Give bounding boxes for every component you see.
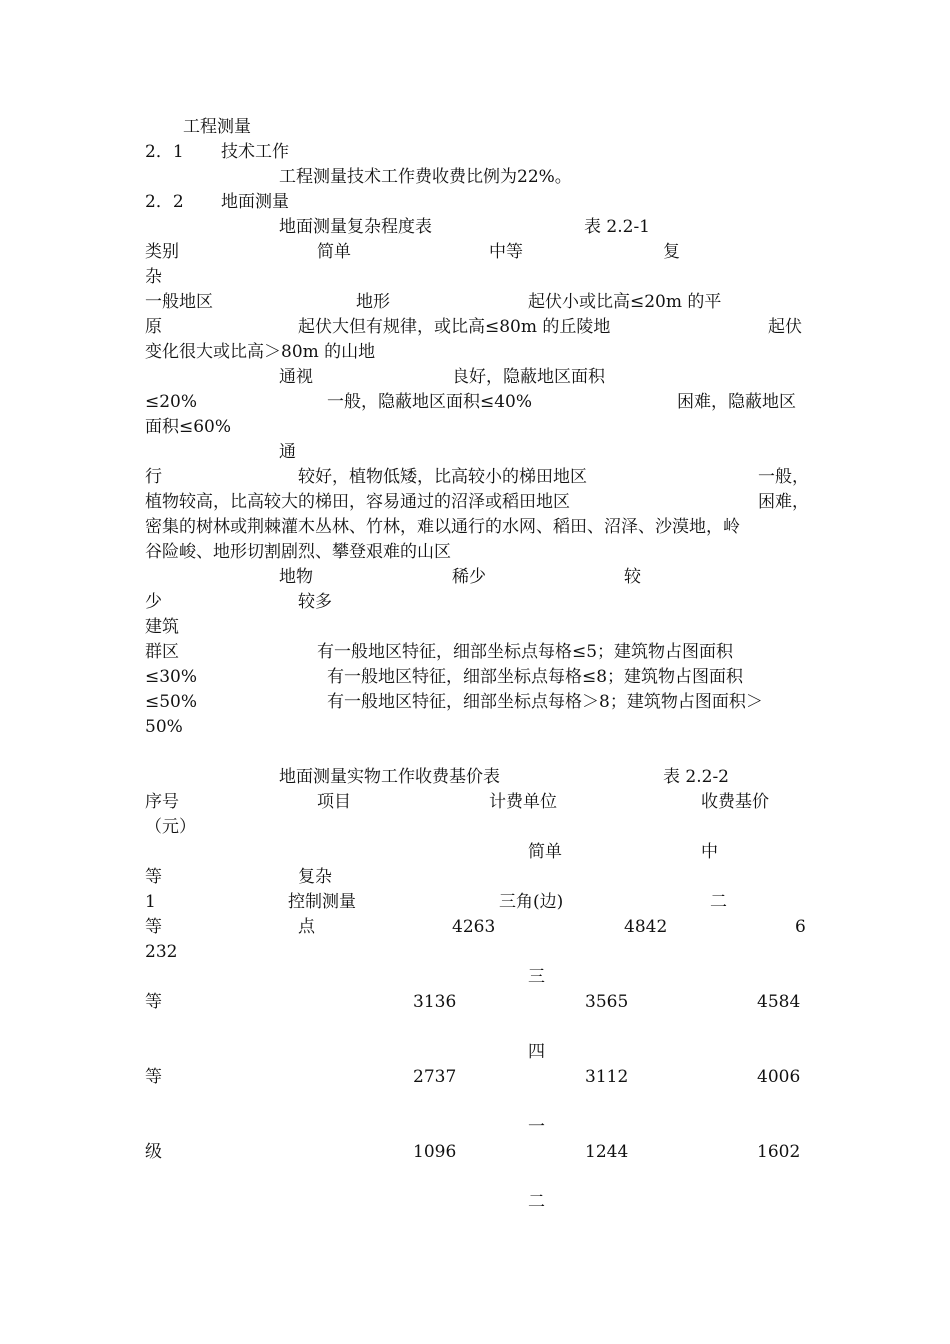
passage-complex: 困难， [758,492,809,512]
table2-row-unit: 三角(边) [499,892,564,912]
building-simple: 有一般地区特征，细部坐标点每格≤5；建筑物占图面积 [317,642,734,662]
row-building-label-cont: 群区 [145,642,179,662]
grade-4th-complex: 4006 [757,1067,801,1087]
passage-complex-cont: 密集的树林或荆棘灌木丛林、竹林，难以通行的水网、稻田、沼泽、沙漠地，岭 [145,517,740,537]
table1-caption: 地面测量复杂程度表 [279,217,432,237]
visibility-simple-cont: ≤20% [145,392,198,412]
table2-sub-simple: 简单 [528,842,562,862]
grade-4th-simple: 2737 [413,1067,457,1087]
table2-caption: 地面测量实物工作收费基价表 [279,767,500,787]
table2-row-unit-cont: 点 [298,917,315,937]
grade-class1-simple: 1096 [413,1142,457,1162]
section-2-2-number: 2．2 [145,192,184,212]
grade-2nd-label-cont: 等 [145,917,162,937]
building-complex: 有一般地区特征，细部坐标点每格＞8；建筑物占图面积＞ [327,692,763,712]
section-title: 工程测量 [183,117,251,137]
grade-class2-label: 二 [528,1192,545,1212]
terrain-simple: 起伏小或比高≤20m 的平 [528,292,722,312]
features-medium: 较 [624,567,641,587]
table1-header-medium: 中等 [489,242,523,262]
table1-header-complex: 复 [663,242,680,262]
features-complex: 较多 [298,592,332,612]
visibility-simple: 良好，隐蔽地区面积 [452,367,605,387]
grade-class1-medium: 1244 [585,1142,629,1162]
grade-class1-label: 一 [528,1117,545,1137]
building-complex-cont: 50% [145,717,183,737]
table1-header-complex-cont: 杂 [145,267,162,287]
passage-medium: 一般， [758,467,809,487]
table2-sub-medium: 中 [701,842,718,862]
table1-number: 表 2.2-1 [584,217,650,237]
grade-4th-label-cont: 等 [145,1067,162,1087]
table2-header-no: 序号 [145,792,179,812]
table2-number: 表 2.2-2 [663,767,729,787]
grade-2nd-medium: 4842 [624,917,668,937]
row-building-label: 建筑 [145,617,179,637]
grade-2nd-complex: 6 [795,917,806,937]
grade-2nd-complex-cont: 232 [145,942,178,962]
table2-header-unit: 计费单位 [489,792,557,812]
grade-4th-label: 四 [528,1042,545,1062]
sub-visibility-label: 通视 [279,367,313,387]
table2-sub-medium-cont: 等 [145,867,162,887]
table2-row-no: 1 [145,892,156,912]
building-medium: 有一般地区特征，细部坐标点每格≤8；建筑物占图面积 [327,667,744,687]
grade-3rd-medium: 3565 [585,992,629,1012]
visibility-complex: 困难，隐蔽地区 [677,392,796,412]
section-2-1-body: 工程测量技术工作费收费比例为22%。 [279,167,572,187]
section-2-2-title: 地面测量 [221,192,289,212]
sub-features-label: 地物 [279,567,313,587]
terrain-simple-cont: 原 [145,317,162,337]
sub-passage-label: 通 [279,442,296,462]
grade-3rd-label-cont: 等 [145,992,162,1012]
grade-3rd-label: 三 [528,967,545,987]
visibility-medium: 一般，隐蔽地区面积≤40% [327,392,533,412]
visibility-complex-cont: 面积≤60% [145,417,232,437]
grade-class1-complex: 1602 [757,1142,801,1162]
terrain-complex: 起伏 [768,317,802,337]
table1-header-category: 类别 [145,242,179,262]
building-simple-cont: ≤30% [145,667,198,687]
grade-class1-label-cont: 级 [145,1142,162,1162]
sub-passage-label-cont: 行 [145,467,162,487]
passage-simple: 较好，植物低矮，比高较小的梯田地区 [298,467,587,487]
table2-row-item: 控制测量 [288,892,356,912]
grade-2nd-label: 二 [710,892,727,912]
grade-3rd-simple: 3136 [413,992,457,1012]
features-simple: 稀少 [452,567,486,587]
table2-sub-complex: 复杂 [298,867,332,887]
section-2-1-title: 技术工作 [221,142,289,162]
grade-3rd-complex: 4584 [757,992,801,1012]
grade-4th-medium: 3112 [585,1067,629,1087]
passage-medium-cont: 植物较高，比高较大的梯田，容易通过的沼泽或稻田地区 [145,492,570,512]
table1-header-simple: 简单 [317,242,351,262]
table2-header-price-unit: （元） [145,817,196,837]
table2-header-item: 项目 [317,792,351,812]
terrain-medium: 起伏大但有规律，或比高≤80m 的丘陵地 [298,317,611,337]
table2-header-price: 收费基价 [701,792,769,812]
building-medium-cont: ≤50% [145,692,198,712]
grade-2nd-simple: 4263 [452,917,496,937]
terrain-complex-cont: 变化很大或比高＞80m 的山地 [145,342,376,362]
section-2-1-number: 2．1 [145,142,184,162]
sub-terrain-label: 地形 [356,292,390,312]
passage-complex-cont2: 谷险峻、地形切割剧烈、攀登艰难的山区 [145,542,451,562]
features-medium-cont: 少 [145,592,162,612]
row-general-label: 一般地区 [145,292,213,312]
